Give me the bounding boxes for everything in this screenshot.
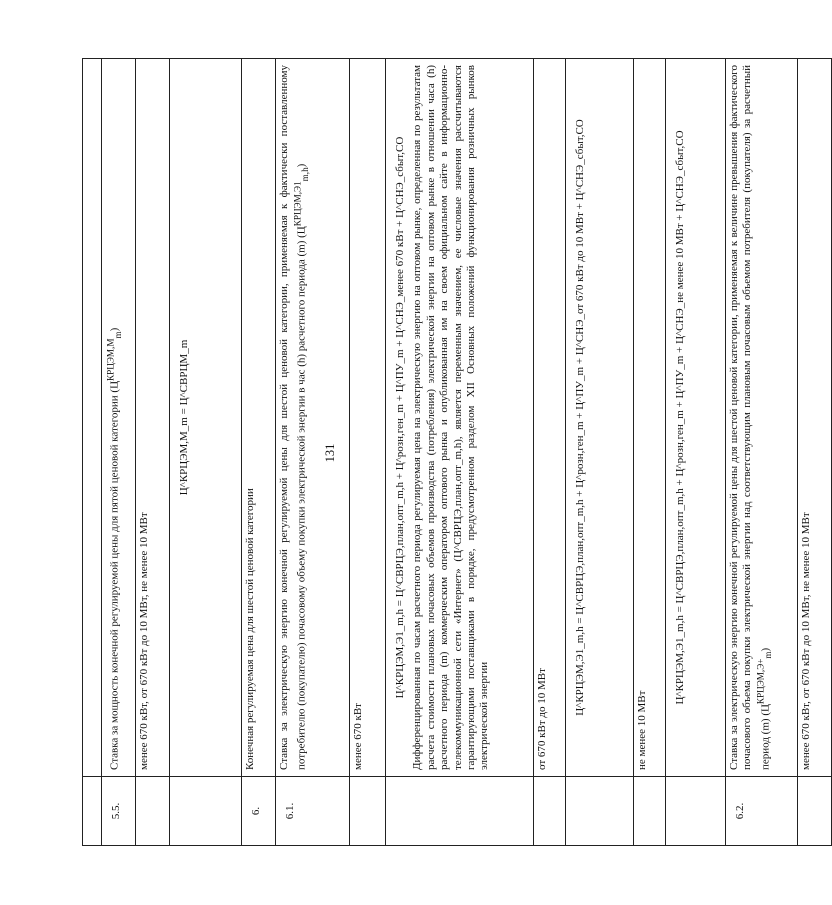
- row-6: [242, 59, 276, 846]
- symbol-6-2: $^{КРЦЭМ,Э+}_m$: [755, 651, 774, 705]
- capacity-less-670: менее 670 кВт: [350, 59, 386, 777]
- row-text-6-1: Ставка за электрическую энергию конечной регулируемой цены для шестой ценовой категории, применяемая к фактически поставленному потребителю (покупателю) почасовому объему покупки электрической энергии в час (h) расчетного периода (m) $(Ц^{КРЦЭМ,Э1}_{m,h})$: [276, 59, 350, 777]
- row-6-1-not-less-10: [634, 59, 666, 846]
- price-description: Дифференцированная по часам расчетного периода регулируемая цена на электрическую энергию на оптовом рынке, определенная по результатам расчета стоимости плановых почасовых объемов производства (потребления) электрической энергии на оптовом рынке в отношении часа (h) расчетного периода (m) коммерческим оператором оптового рынка и опубликованная им на своем официальном сайте в информационно-телекоммуникационной сети «Интернет» (Ц^СВРЦЭ,план,опт_m,h), является переменным значением, ее числовые значения рассчитываются гарантирующими поставщиками в порядке, предусмотренном разделом XII Основных положений функционирования розничных рынков электрической энергии: [411, 65, 491, 770]
- formula-6-1-less-670: Ц^КРЦЭМ,Э1_m,h = Ц^СВРЦЭ,план,опт_m,h + Ц^розн,ген_m + Ц^ПУ_m + Ц^СНЭ_менее 670 кВт + Ц^СНЭ_сбыт,СО: [394, 136, 406, 699]
- row-6-1: [276, 59, 350, 846]
- row-6-2-sub: [798, 59, 832, 846]
- capacity-ranges-5-5: менее 670 кВт, от 670 кВт до 10 МВт, не менее 10 МВт: [136, 59, 170, 777]
- table-top-row: [83, 59, 102, 846]
- symbol-5-5: $^{КРЦЭМ,М}_m$: [105, 331, 123, 381]
- row-5-5-formula: [170, 59, 242, 846]
- formula-6-1-not-less-10: Ц^КРЦЭМ,Э1_m,h = Ц^СВРЦЭ,план,опт_m,h + Ц^розн,ген_m + Ц^ПУ_m + Ц^СНЭ_не менее 10 МВт + Ц^СНЭ_сбыт,СО: [674, 130, 686, 705]
- capacity-670-to-10: от 670 кВт до 10 МВт: [534, 59, 566, 777]
- row-number-6: 6.: [242, 777, 276, 846]
- row-5-5-sub: [136, 59, 170, 846]
- rotated-table-region: [82, 58, 812, 846]
- row-6-2: [726, 59, 798, 846]
- capacity-not-less-10: не менее 10 МВт: [634, 59, 666, 777]
- row-6-1-less-670: [350, 59, 386, 846]
- symbol-6-1: $^{КРЦЭМ,Э1}_{m,h}$: [292, 167, 311, 227]
- row-6-1-670-10: [534, 59, 566, 846]
- row-5-5: [102, 59, 136, 846]
- row-number-6-1: 6.1.: [276, 777, 350, 846]
- row-text-6-2: Ставка за электрическую энергию конечной регулируемой цены для шестой ценовой категории, применяемая к величине превышения фактического почасового объема покупки электрической энергии над соответствующим плановым почасовым объемом потребителя (покупателя) за расчетный период (m) $(Ц^{КРЦЭМ,Э+}_m)$: [726, 59, 798, 777]
- row-text-5-5: Ставка за мощность конечной регулируемой цены для пятой ценовой категории $(Ц^{КРЦЭМ,М}_m)$: [102, 59, 136, 777]
- row-6-1-formula-670-10: [566, 59, 634, 846]
- row-number-5-5: 5.5.: [102, 777, 136, 846]
- tariff-table: [82, 58, 832, 846]
- capacity-ranges-6-2: менее 670 кВт, от 670 кВт до 10 МВт, не менее 10 МВт: [798, 59, 832, 777]
- formula-6-1-670-10: Ц^КРЦЭМ,Э1_m,h = Ц^СВРЦЭ,план,опт_m,h + Ц^розн,ген_m + Ц^ПУ_m + Ц^СНЭ_от 670 кВт до 10 МВт + Ц^СНЭ_сбыт,СО: [574, 119, 586, 716]
- formula-5-5: Ц^КРЦЭМ,М_m = Ц^СВРЦМ_m: [178, 339, 190, 496]
- row-text-6: Конечная регулируемая цена для шестой ценовой категории: [242, 59, 276, 777]
- row-6-1-formula-not-less-10: [666, 59, 726, 846]
- row-number-6-2: 6.2.: [726, 777, 798, 846]
- row-6-1-formula-desc: [386, 59, 534, 846]
- page-number: 131: [323, 443, 337, 463]
